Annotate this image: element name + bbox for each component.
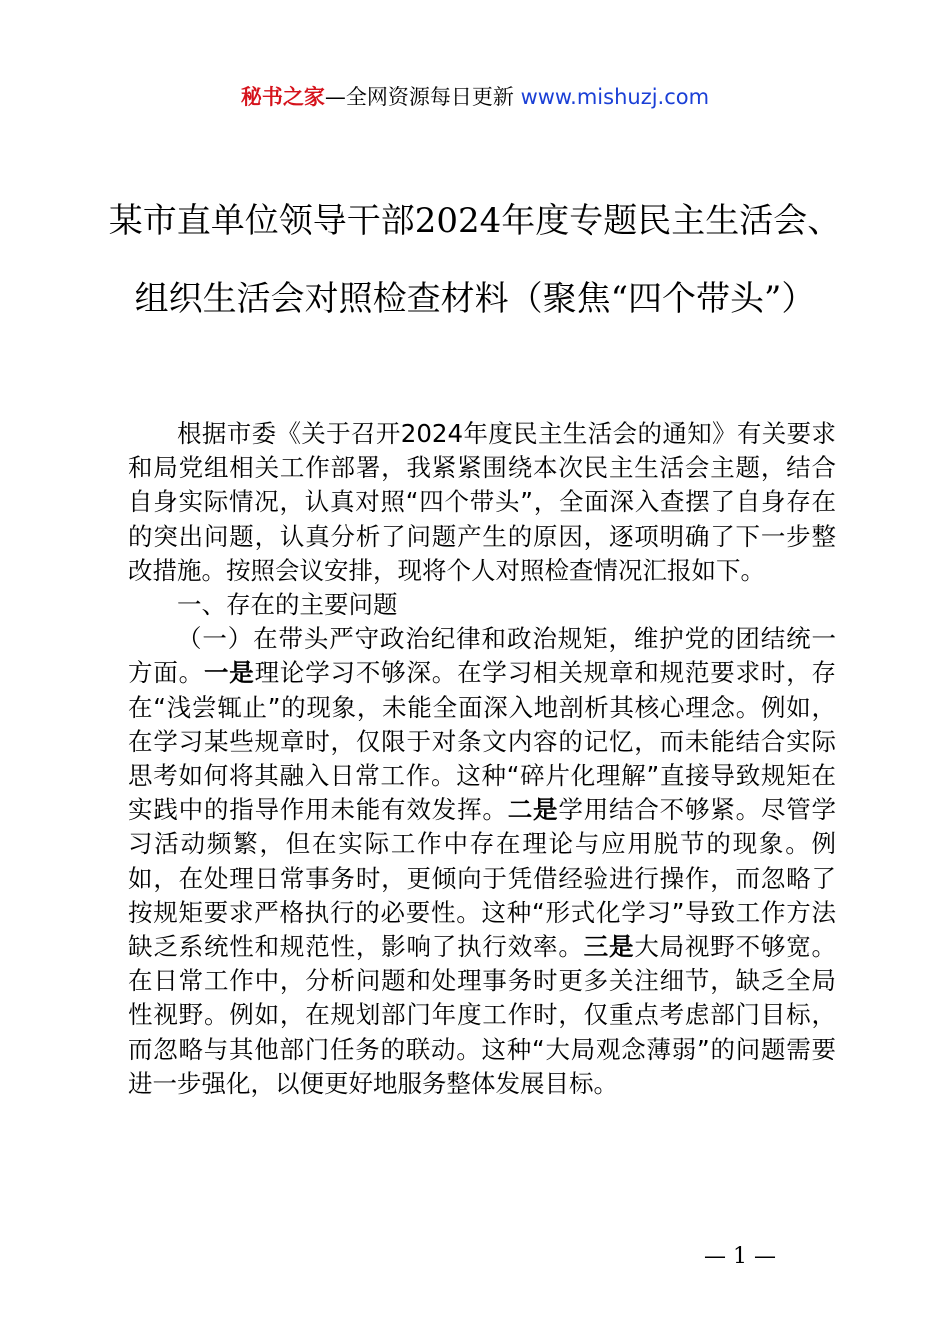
- site-url-link[interactable]: www.mishuzj.com: [520, 85, 710, 109]
- document-title: 某市直单位领导干部2024年度专题民主生活会、组织生活会对照检查材料（聚焦“四个带头”）: [108, 201, 842, 319]
- point-label: 一是: [203, 658, 255, 688]
- point-text: 学用结合不够紧。尽管学习活动频繁，但在实际工作中存在理论与应用脱节的现象。例如，在处理日常事务时，更倾向于凭借经验进行操作，而忽略了按规矩要求严格执行的必要性。这种“形式化学习”导致工作方法缺乏系统性和规范性，影响了执行效率。: [128, 795, 837, 962]
- point-label: 二是: [507, 795, 559, 825]
- subsection-paragraph: [128, 622, 836, 1101]
- intro-paragraph: 根据市委《关于召开2024年度民主生活会的通知》有关要求和局党组相关工作部署，我紧紧围绕本次民主生活会主题，结合自身实际情况，认真对照“四个带头”，全面深入查摆了自身存在的突出问题，认真分析了问题产生的原因，逐项明确了下一步整改措施。按照会议安排，现将个人对照检查情况汇报如下。: [128, 419, 836, 585]
- header-tagline: —全网资源每日更新: [324, 85, 514, 109]
- document-body: [128, 417, 836, 1101]
- point-text: 大局视野不够宽。在日常工作中，分析问题和处理事务时更多关注细节，缺乏全局性视野。例如，在规划部门年度工作时，仅重点考虑部门目标，而忽略与其他部门任务的联动。这种“大局观念薄弱”的问题需要进一步强化，以便更好地服务整体发展目标。: [128, 932, 837, 1098]
- point-text: 理论学习不够深。在学习相关规章和规范要求时，存在“浅尝辄止”的现象，未能全面深入地剖析其核心理念。例如，在学习某些规章时，仅限于对条文内容的记忆，而未能结合实际思考如何将其融入日常工作。这种“碎片化理解”直接导致规矩在实践中的指导作用未能有效发挥。: [128, 658, 837, 825]
- point-label: 三是: [583, 932, 635, 962]
- subsection-lead: （一）在带头严守政治纪律和政治规矩，维护党的团结统一方面。: [128, 624, 836, 688]
- brand-name: 秘书之家: [240, 85, 325, 109]
- section-heading: 一、存在的主要问题: [177, 590, 398, 620]
- page-number: — 1 —: [704, 1244, 776, 1269]
- site-header: [0, 80, 950, 114]
